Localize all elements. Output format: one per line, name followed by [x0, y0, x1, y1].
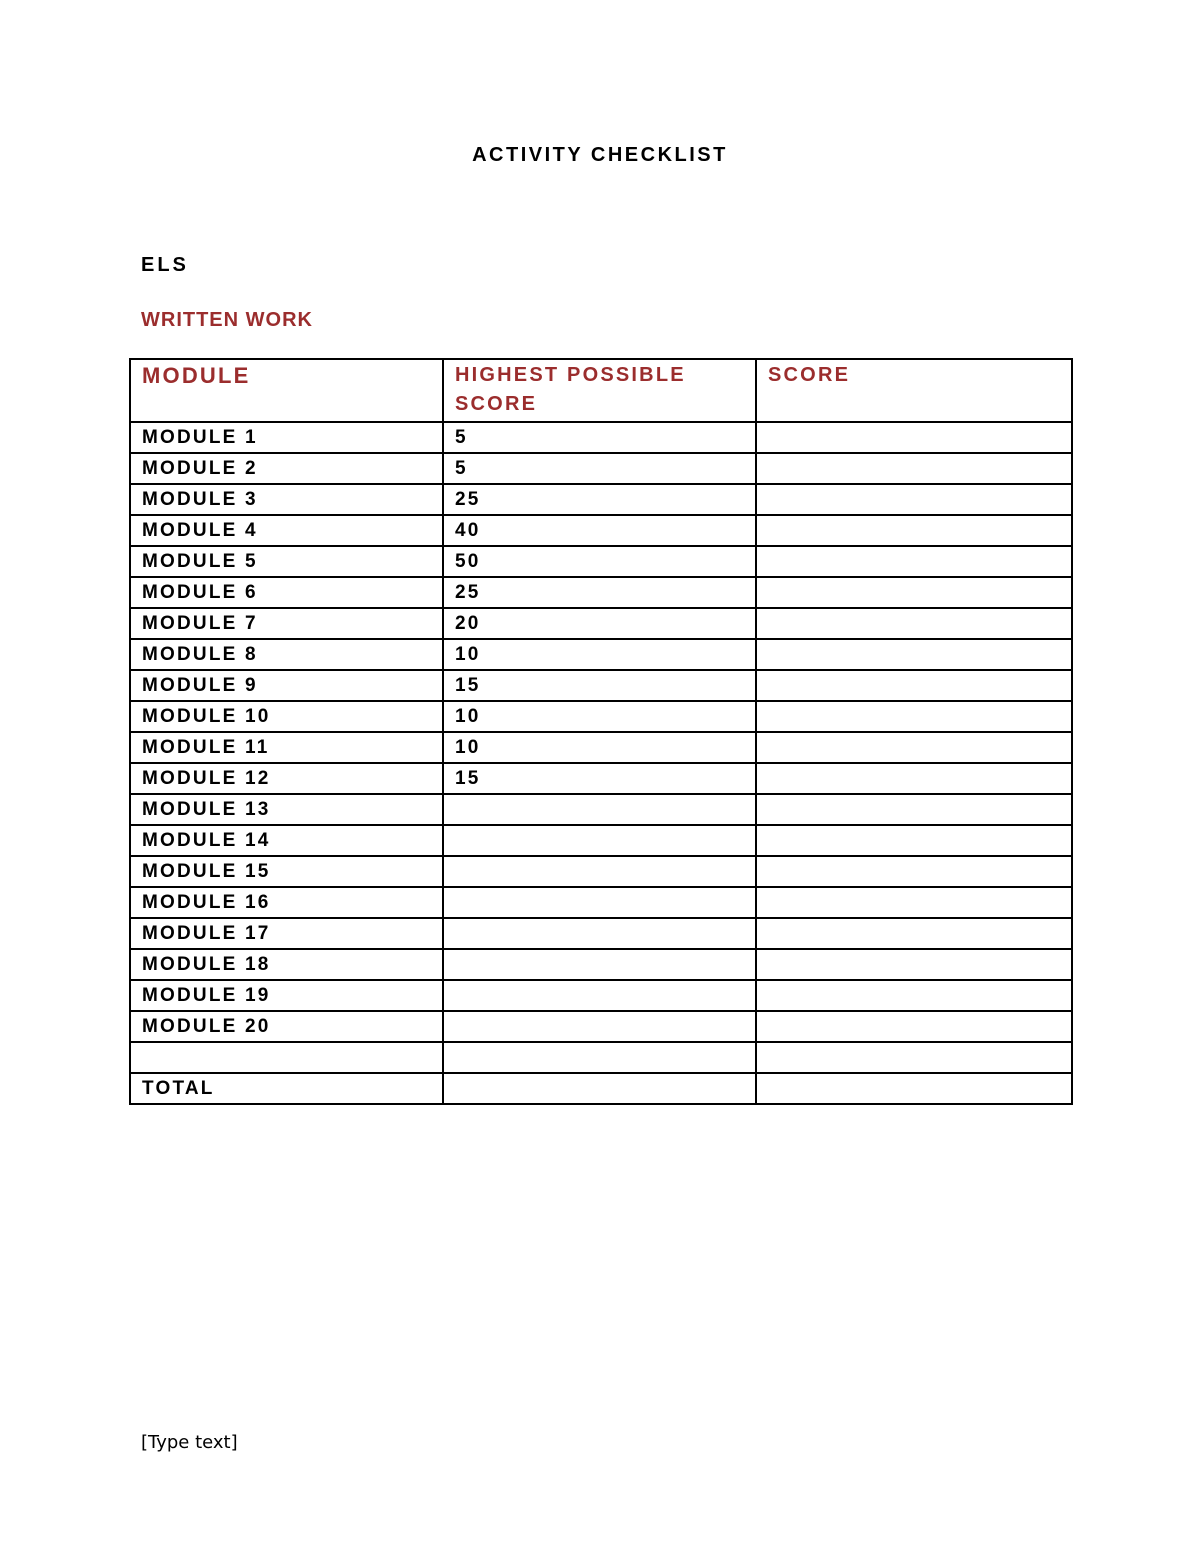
cell-module-name: TOTAL — [130, 1073, 443, 1104]
cell-highest-possible-score: 10 — [443, 732, 756, 763]
cell-highest-possible-score: 15 — [443, 670, 756, 701]
cell-score[interactable] — [756, 453, 1072, 484]
cell-highest-possible-score — [443, 856, 756, 887]
cell-highest-possible-score: 40 — [443, 515, 756, 546]
cell-module-name: MODULE 13 — [130, 794, 443, 825]
cell-score[interactable] — [756, 980, 1072, 1011]
cell-highest-possible-score — [443, 1011, 756, 1042]
column-header-highest-possible-score: HIGHEST POSSIBLE SCORE — [443, 359, 756, 422]
cell-score[interactable] — [756, 1073, 1072, 1104]
table-row — [130, 794, 1072, 825]
table-row — [130, 422, 1072, 453]
table-row — [130, 825, 1072, 856]
column-header-score: SCORE — [756, 359, 1072, 422]
cell-highest-possible-score — [443, 1073, 756, 1104]
cell-score[interactable] — [756, 949, 1072, 980]
cell-highest-possible-score — [443, 980, 756, 1011]
cell-module-name: MODULE 9 — [130, 670, 443, 701]
cell-highest-possible-score: 15 — [443, 763, 756, 794]
cell-score[interactable] — [756, 670, 1072, 701]
document-title: ACTIVITY CHECKLIST — [472, 144, 728, 166]
cell-score[interactable] — [756, 1042, 1072, 1073]
cell-module-name: MODULE 7 — [130, 608, 443, 639]
table-row — [130, 546, 1072, 577]
cell-score[interactable] — [756, 794, 1072, 825]
cell-module-name: MODULE 20 — [130, 1011, 443, 1042]
cell-score[interactable] — [756, 1011, 1072, 1042]
cell-module-name: MODULE 3 — [130, 484, 443, 515]
cell-highest-possible-score — [443, 918, 756, 949]
footer-placeholder-text[interactable]: [Type text] — [141, 1432, 238, 1453]
table-row — [130, 887, 1072, 918]
cell-highest-possible-score: 5 — [443, 422, 756, 453]
cell-module-name: MODULE 4 — [130, 515, 443, 546]
table-row — [130, 453, 1072, 484]
table-row — [130, 1042, 1072, 1073]
cell-highest-possible-score: 25 — [443, 577, 756, 608]
cell-module-name: MODULE 1 — [130, 422, 443, 453]
cell-highest-possible-score: 50 — [443, 546, 756, 577]
cell-highest-possible-score: 10 — [443, 701, 756, 732]
cell-score[interactable] — [756, 763, 1072, 794]
cell-highest-possible-score — [443, 825, 756, 856]
table-row — [130, 670, 1072, 701]
table-row — [130, 577, 1072, 608]
table-row — [130, 608, 1072, 639]
table-row — [130, 732, 1072, 763]
cell-module-name: MODULE 2 — [130, 453, 443, 484]
cell-score[interactable] — [756, 701, 1072, 732]
cell-highest-possible-score — [443, 887, 756, 918]
cell-module-name: MODULE 6 — [130, 577, 443, 608]
cell-score[interactable] — [756, 856, 1072, 887]
activity-checklist-table — [129, 358, 1073, 1105]
table-row — [130, 1073, 1072, 1104]
table-header-row — [130, 359, 1072, 422]
table-row — [130, 949, 1072, 980]
cell-module-name: MODULE 10 — [130, 701, 443, 732]
cell-highest-possible-score: 20 — [443, 608, 756, 639]
cell-module-name: MODULE 14 — [130, 825, 443, 856]
cell-score[interactable] — [756, 918, 1072, 949]
cell-module-name — [130, 1042, 443, 1073]
cell-score[interactable] — [756, 639, 1072, 670]
table-row — [130, 980, 1072, 1011]
table-row — [130, 763, 1072, 794]
cell-module-name: MODULE 18 — [130, 949, 443, 980]
cell-score[interactable] — [756, 732, 1072, 763]
cell-highest-possible-score — [443, 949, 756, 980]
cell-score[interactable] — [756, 422, 1072, 453]
table-row — [130, 639, 1072, 670]
table-row — [130, 856, 1072, 887]
cell-score[interactable] — [756, 515, 1072, 546]
cell-highest-possible-score: 10 — [443, 639, 756, 670]
table-row — [130, 515, 1072, 546]
table-row — [130, 918, 1072, 949]
cell-score[interactable] — [756, 608, 1072, 639]
table-row — [130, 701, 1072, 732]
cell-module-name: MODULE 11 — [130, 732, 443, 763]
column-header-module: MODULE — [130, 359, 443, 422]
cell-module-name: MODULE 16 — [130, 887, 443, 918]
cell-highest-possible-score — [443, 794, 756, 825]
section-heading: WRITTEN WORK — [141, 309, 313, 331]
cell-highest-possible-score: 5 — [443, 453, 756, 484]
cell-module-name: MODULE 15 — [130, 856, 443, 887]
cell-score[interactable] — [756, 887, 1072, 918]
table-body — [130, 422, 1072, 1104]
cell-highest-possible-score — [443, 1042, 756, 1073]
cell-score[interactable] — [756, 546, 1072, 577]
cell-module-name: MODULE 8 — [130, 639, 443, 670]
cell-score[interactable] — [756, 484, 1072, 515]
cell-module-name: MODULE 19 — [130, 980, 443, 1011]
table-row — [130, 1011, 1072, 1042]
subject-label: ELS — [141, 254, 189, 276]
cell-score[interactable] — [756, 825, 1072, 856]
cell-score[interactable] — [756, 577, 1072, 608]
cell-highest-possible-score: 25 — [443, 484, 756, 515]
cell-module-name: MODULE 12 — [130, 763, 443, 794]
cell-module-name: MODULE 5 — [130, 546, 443, 577]
cell-module-name: MODULE 17 — [130, 918, 443, 949]
table-row — [130, 484, 1072, 515]
